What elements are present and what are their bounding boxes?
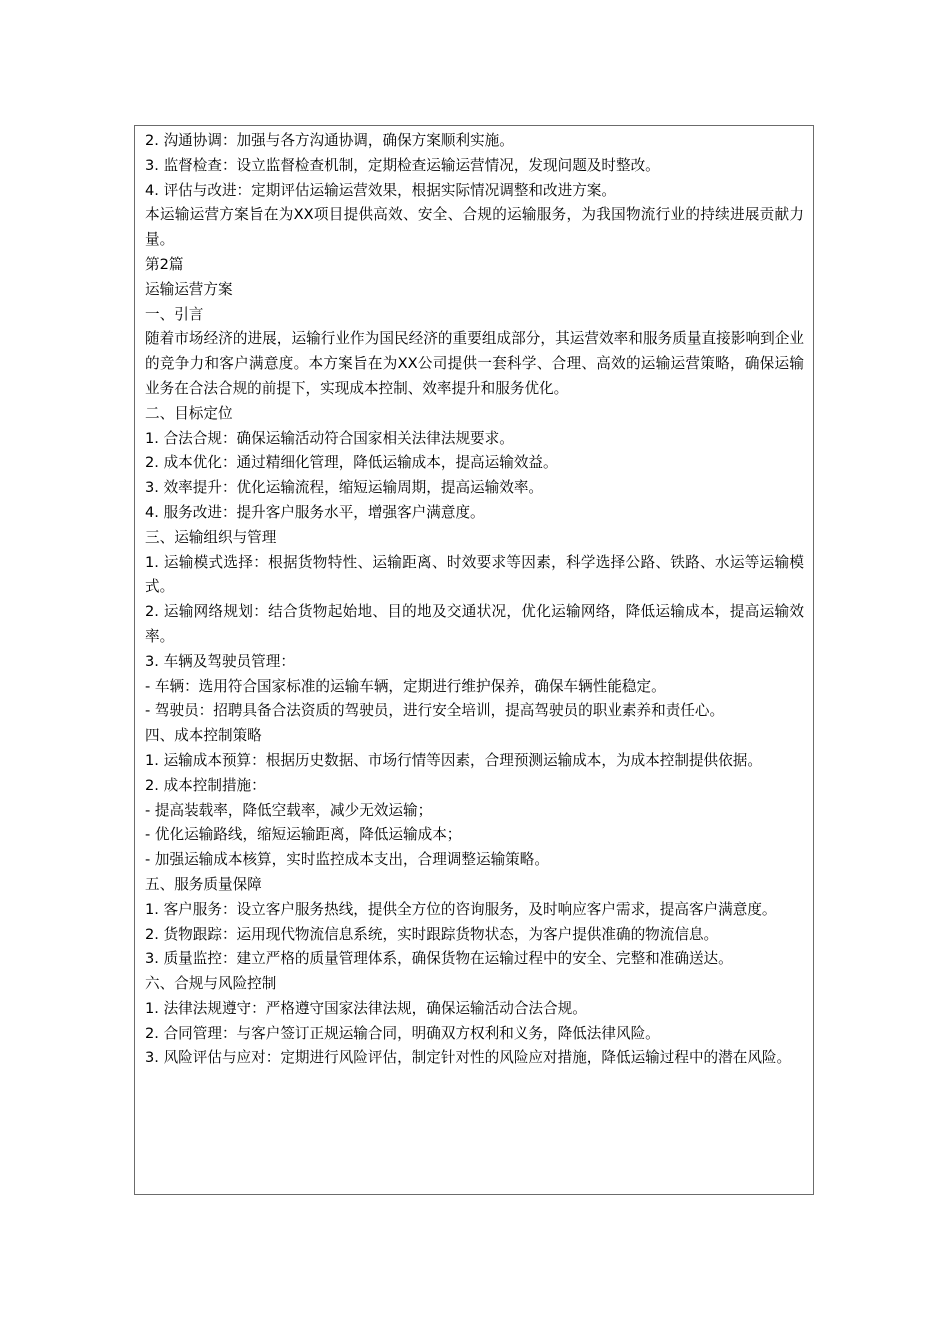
closing-paragraph: 本运输运营方案旨在为XX项目提供高效、安全、合规的运输服务，为我国物流行业的持续进展贡献力量。 — [145, 206, 804, 249]
document-title: 运输运营方案 — [145, 280, 233, 298]
text-frame — [134, 125, 814, 1195]
list-item: 1. 法律法规遵守：严格遵守国家法律法规，确保运输活动合法合规。 — [145, 999, 587, 1017]
list-item: 2. 运输网络规划：结合货物起始地、目的地及交通状况，优化运输网络，降低运输成本，提高运输效率。 — [145, 603, 804, 645]
list-item: 1. 运输模式选择：根据货物特性、运输距离、时效要求等因素，科学选择公路、铁路、水运等运输模式。 — [145, 553, 804, 596]
list-item-evaluation: 4. 评估与改进：定期评估运输运营效果，根据实际情况调整和改进方案。 — [145, 181, 616, 199]
list-item-supervision: 3. 监督检查：设立监督检查机制，定期检查运输运营情况，发现问题及时整改。 — [145, 156, 660, 174]
list-item: 2. 货物跟踪：运用现代物流信息系统，实时跟踪货物状态，为客户提供准确的物流信息。 — [145, 925, 719, 943]
list-item: 3. 车辆及驾驶员管理： — [145, 652, 295, 670]
sub-list-item: - 提高装载率，降低空载率，减少无效运输； — [145, 801, 433, 819]
introduction-paragraph: 随着市场经济的进展，运输行业作为国民经济的重要组成部分，其运营效率和服务质量直接影响到企业的竞争力和客户满意度。本方案旨在为XX公司提供一套科学、合理、高效的运输运营策略，确保运输业务在合法合规的前提下，实现成本控制、效率提升和服务优化。 — [145, 330, 804, 397]
list-item-communication: 2. 沟通协调：加强与各方沟通协调，确保方案顺利实施。 — [145, 132, 514, 149]
part-label: 第2篇 — [145, 255, 184, 273]
section-heading-goals: 二、目标定位 — [145, 404, 233, 422]
list-item: 3. 效率提升：优化运输流程，缩短运输周期，提高运输效率。 — [145, 479, 544, 497]
section-heading-compliance-risk: 六、合规与风险控制 — [145, 975, 277, 993]
section-heading-cost-control: 四、成本控制策略 — [145, 727, 262, 745]
list-item: 2. 成本控制措施： — [145, 776, 266, 794]
list-item: 3. 质量监控：建立严格的质量管理体系，确保货物在运输过程中的安全、完整和准确送达。 — [145, 950, 733, 968]
sub-list-item: - 驾驶员：招聘具备合法资质的驾驶员，进行安全培训，提高驾驶员的职业素养和责任心。 — [145, 702, 725, 720]
sub-list-item: - 加强运输成本核算，实时监控成本支出，合理调整运输策略。 — [145, 851, 549, 869]
list-item: 1. 运输成本预算：根据历史数据、市场行情等因素，合理预测运输成本，为成本控制提供依据。 — [145, 751, 762, 769]
list-item: 2. 合同管理：与客户签订正规运输合同，明确双方权利和义务，降低法律风险。 — [145, 1024, 660, 1042]
section-heading-service-quality: 五、服务质量保障 — [145, 875, 262, 893]
list-item: 3. 风险评估与应对：定期进行风险评估，制定针对性的风险应对措施，降低运输过程中的潜在风险。 — [145, 1049, 792, 1067]
section-heading-introduction: 一、引言 — [145, 305, 204, 323]
list-item: 4. 服务改进：提升客户服务水平，增强客户满意度。 — [145, 503, 485, 521]
list-item: 2. 成本优化：通过精细化管理，降低运输成本，提高运输效益。 — [145, 454, 558, 472]
list-item: 1. 合法合规：确保运输活动符合国家相关法律法规要求。 — [145, 429, 514, 447]
sub-list-item: - 优化运输路线，缩短运输距离，降低运输成本； — [145, 826, 462, 844]
section-heading-organization: 三、运输组织与管理 — [145, 528, 277, 546]
sub-list-item: - 车辆：选用符合国家标准的运输车辆，定期进行维护保养，确保车辆性能稳定。 — [145, 677, 666, 695]
list-item: 1. 客户服务：设立客户服务热线，提供全方位的咨询服务，及时响应客户需求，提高客户满意度。 — [145, 900, 777, 918]
